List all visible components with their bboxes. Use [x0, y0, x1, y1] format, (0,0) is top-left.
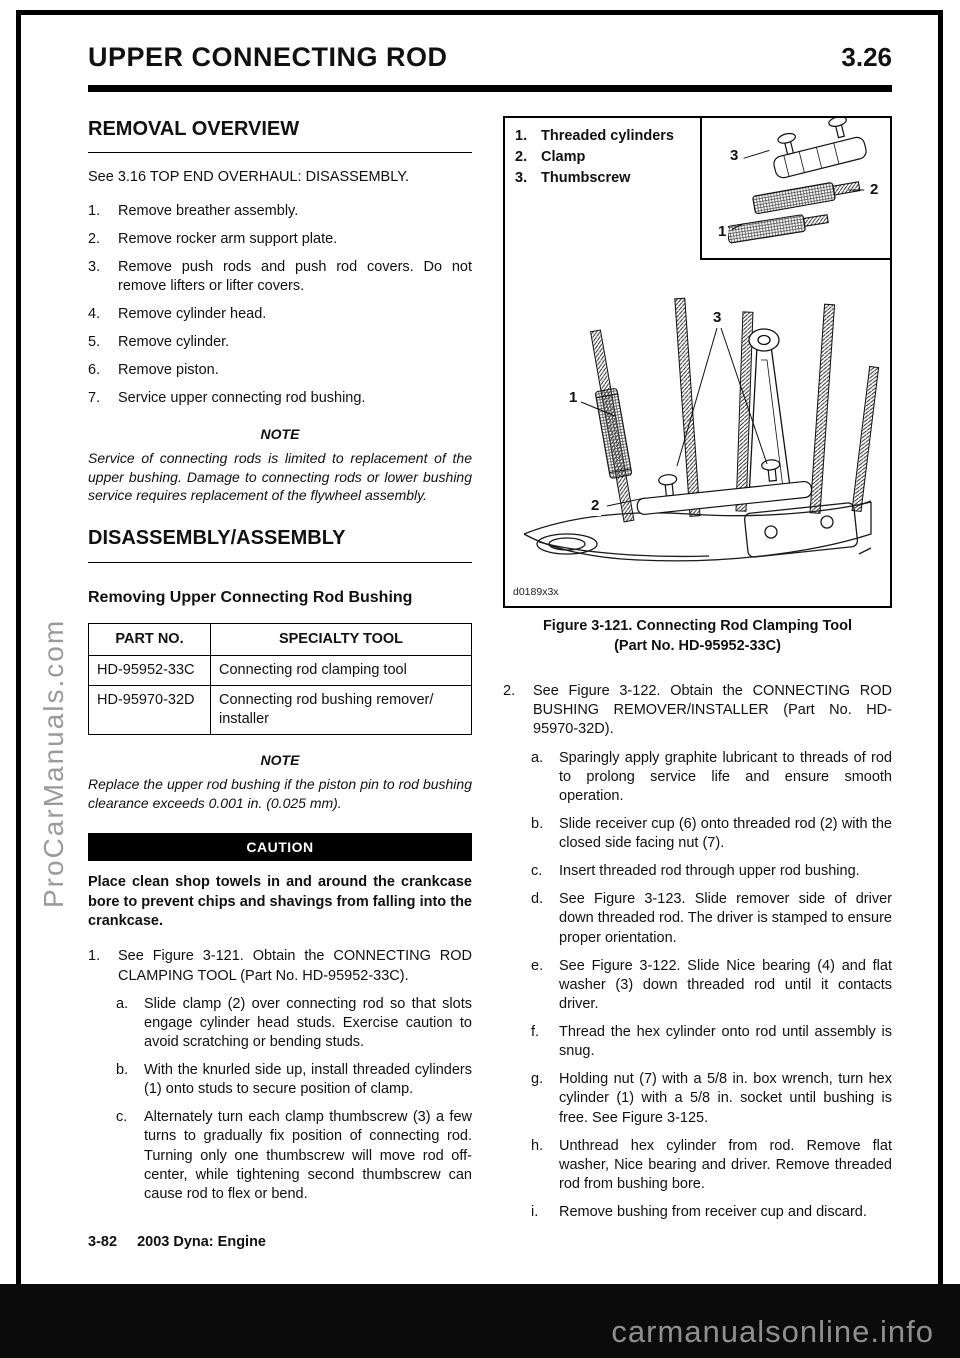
- substep-letter: i.: [531, 1204, 539, 1220]
- procedure-substep: [503, 1070, 892, 1127]
- substep-text: See Figure 3-122. Slide Nice bearing (4) and flat washer (3) down threaded rod until it contacts driver.: [559, 957, 892, 1012]
- removal-intro-reference: See 3.16 TOP END OVERHAUL: DISASSEMBLY.: [88, 169, 410, 186]
- figure-caption-line1: Figure 3-121. Connecting Rod Clamping Tool: [542, 618, 853, 634]
- part-number-cell: HD-95970-32D: [89, 685, 211, 734]
- clamping-tool-illustration: [702, 118, 890, 258]
- right-column: [503, 116, 892, 1231]
- step-number: 1.: [88, 948, 101, 965]
- substep-text: Sparingly apply graphite lubricant to threads of rod to prolong service life and ensure smooth operation.: [559, 749, 892, 804]
- substep-text: Holding nut (7) with a 5/8 in. box wrench, turn hex cylinder (1) with a 5/8 in. socket until bushing is free. See Figure 3-125.: [559, 1071, 892, 1126]
- part-number-cell: HD-95952-33C: [89, 655, 211, 685]
- scan-bottom-band: [0, 1284, 960, 1358]
- procedure-step-2: [503, 682, 892, 739]
- tool-name: Connecting rod clamping tool: [219, 661, 407, 678]
- tool-name-line2: installer: [219, 710, 269, 727]
- procedure-substep: [503, 1203, 892, 1222]
- threaded-cylinders-drawing: [727, 178, 861, 243]
- two-column-layout: [88, 116, 892, 1220]
- manual-title: 2003 Dyna: Engine: [137, 1234, 266, 1250]
- step-text: See Figure 3-121. Obtain the CONNECTING ROD CLAMPING TOOL (Part No. HD-95952-33C).: [118, 948, 472, 984]
- removal-step: [88, 258, 472, 296]
- substep-text: Remove bushing from receiver cup and discard.: [559, 1204, 867, 1220]
- step-text: Remove cylinder.: [118, 334, 230, 351]
- substep-text: Alternately turn each clamp thumbscrew (3) a few turns to gradually fix position of connecting rod. Turning only one thumbscrew will move rod off-center, while tightening second thumbscrew can cause rod to flex or bend.: [144, 1109, 472, 1202]
- substep-letter: a.: [531, 749, 544, 766]
- procedure-substep: [503, 1023, 892, 1061]
- step-number: 4.: [88, 306, 101, 323]
- table-header-part-no: PART NO.: [89, 623, 211, 655]
- specialty-tool-table: [88, 623, 472, 735]
- page-title: UPPER CONNECTING ROD: [88, 42, 448, 72]
- step-number: 1.: [88, 202, 101, 219]
- step-number: 2.: [503, 683, 516, 700]
- substep-letter: e.: [531, 957, 544, 974]
- substep-letter: c.: [531, 863, 543, 880]
- substep-letter: a.: [116, 995, 129, 1012]
- figure-inset-tool-drawing: [700, 118, 890, 260]
- legend-label: Threaded cylinders: [541, 128, 674, 144]
- removal-step: [88, 361, 472, 380]
- step-number: 7.: [88, 390, 101, 407]
- substep-text: Unthread hex cylinder from rod. Remove flat washer, Nice bearing and driver. Remove threaded rod from bushing bore.: [559, 1137, 892, 1192]
- callout-2: 2: [870, 181, 879, 198]
- step-text: Remove rocker arm support plate.: [118, 230, 338, 247]
- substep-letter: c.: [116, 1109, 128, 1126]
- step-text: Remove cylinder head.: [118, 306, 267, 323]
- tool-name: Connecting rod bushing remover/: [219, 691, 434, 708]
- substep-letter: f.: [531, 1024, 540, 1040]
- procedure-2-block: [503, 682, 892, 1222]
- caution-banner: CAUTION: [88, 833, 472, 861]
- removal-overview-heading: REMOVAL OVERVIEW: [88, 116, 472, 153]
- note-label: NOTE: [260, 751, 300, 768]
- legend-label: Thumbscrew: [541, 170, 631, 186]
- removal-step: [88, 305, 472, 324]
- legend-number: 1.: [515, 128, 528, 144]
- procedure-substep: [503, 749, 892, 806]
- step-number: 3.: [88, 258, 101, 275]
- removal-step: [88, 202, 472, 221]
- scan-border-left: [16, 10, 21, 1284]
- callout-1: 1: [569, 389, 578, 406]
- callout-2: 2: [591, 497, 600, 514]
- caution-text: Place clean shop towels in and around the crankcase bore to prevent chips and shavings from falling into the crankcase.: [88, 874, 472, 929]
- removing-bushing-subheading: Removing Upper Connecting Rod Bushing: [88, 588, 413, 606]
- callout-1: 1: [718, 223, 727, 240]
- page-footer: [88, 1234, 892, 1250]
- callout-3: 3: [730, 147, 739, 164]
- substep-text: Thread the hex cylinder onto rod until assembly is snug.: [559, 1024, 892, 1060]
- clamp-drawing: [766, 118, 867, 179]
- substep-letter: b.: [531, 815, 544, 832]
- procedure-substep: [88, 995, 472, 1052]
- substep-letter: g.: [531, 1071, 544, 1088]
- section-number: 3.26: [841, 42, 892, 72]
- step-number: 2.: [88, 230, 101, 247]
- stud-with-knurled-cylinder: [585, 329, 640, 523]
- figure-caption-line2: (Part No. HD-95952-33C): [614, 637, 781, 654]
- left-column: [88, 116, 472, 1213]
- procedure-step-1: [88, 947, 472, 985]
- legend-number: 3.: [515, 170, 528, 186]
- step-text: Remove breather assembly.: [118, 202, 299, 219]
- procedure-substep: [88, 1108, 472, 1204]
- procedure-substep: [503, 1137, 892, 1194]
- procedure-substep: [88, 1061, 472, 1099]
- step-text: Service upper connecting rod bushing.: [118, 390, 366, 407]
- removal-step: [88, 389, 472, 408]
- substep-letter: d.: [531, 891, 544, 908]
- substep-letter: h.: [531, 1137, 544, 1154]
- removal-step: [88, 230, 472, 249]
- engine-clamping-illustration: [509, 266, 882, 588]
- procedure-substep: [503, 957, 892, 1014]
- page-header: [88, 42, 892, 73]
- procedure-substep: [503, 862, 892, 881]
- substep-text: Slide clamp (2) over connecting rod so that slots engage cylinder head studs. Exercise caution to avoid scratching or bending studs.: [144, 995, 472, 1050]
- step-number: 6.: [88, 362, 101, 379]
- substep-text: With the knurled side up, install threaded cylinders (1) onto studs to secure position of clamp.: [144, 1062, 472, 1098]
- legend-item: [515, 126, 674, 147]
- procedure-substep: [503, 890, 892, 947]
- note-text: Replace the upper rod bushing if the piston pin to rod bushing clearance exceeds 0.001 in. (0.025 mm).: [88, 776, 472, 811]
- bottom-watermark: carmanualsonline.info: [611, 1314, 934, 1349]
- legend-item: [515, 147, 674, 168]
- substep-text: Slide receiver cup (6) onto threaded rod (2) with the closed side facing nut (7).: [559, 815, 892, 851]
- step-text: See Figure 3-122. Obtain the CONNECTING ROD BUSHING REMOVER/INSTALLER (Part No. HD-95970-32D).: [533, 683, 892, 738]
- step-number: 5.: [88, 334, 101, 351]
- disassembly-heading: DISASSEMBLY/ASSEMBLY: [88, 525, 472, 562]
- scan-border-right: [938, 10, 943, 1284]
- callout-3: 3: [713, 309, 722, 326]
- legend-label: Clamp: [541, 149, 586, 165]
- tool-cell: [211, 655, 472, 685]
- figure-caption: [503, 617, 892, 656]
- header-rule: [88, 85, 892, 92]
- substep-letter: b.: [116, 1062, 129, 1078]
- figure-3-121: [503, 116, 892, 608]
- legend-item: [515, 168, 674, 189]
- page-number: 3-82: [88, 1234, 118, 1250]
- note-text: Service of connecting rods is limited to replacement of the upper bushing. Damage to connecting rods or lower bushing service requires replacement of the flywheel assembly.: [88, 449, 472, 504]
- note-label: NOTE: [260, 425, 300, 442]
- removal-step: [88, 333, 472, 352]
- step-text: Remove push rods and push rod covers. Do not remove lifters or lifter covers.: [118, 258, 472, 294]
- tool-cell: [211, 685, 472, 734]
- scan-border-top: [16, 10, 943, 15]
- table-row: [89, 655, 472, 685]
- drawing-id: d0189x3x: [513, 586, 559, 599]
- page-body: [88, 42, 892, 1250]
- legend-number: 2.: [515, 149, 528, 165]
- substep-text: Insert threaded rod through upper rod bushing.: [559, 863, 860, 880]
- procedure-substep: [503, 815, 892, 853]
- substep-text: See Figure 3-123. Slide remover side of driver down threaded rod. The driver is stamped to ensure proper orientation.: [559, 891, 892, 946]
- table-row: [89, 685, 472, 734]
- table-header-specialty-tool: SPECIALTY TOOL: [211, 623, 472, 655]
- side-watermark: ProCarManuals.com: [38, 618, 69, 908]
- step-text: Remove piston.: [118, 362, 219, 379]
- figure-legend: [515, 126, 674, 189]
